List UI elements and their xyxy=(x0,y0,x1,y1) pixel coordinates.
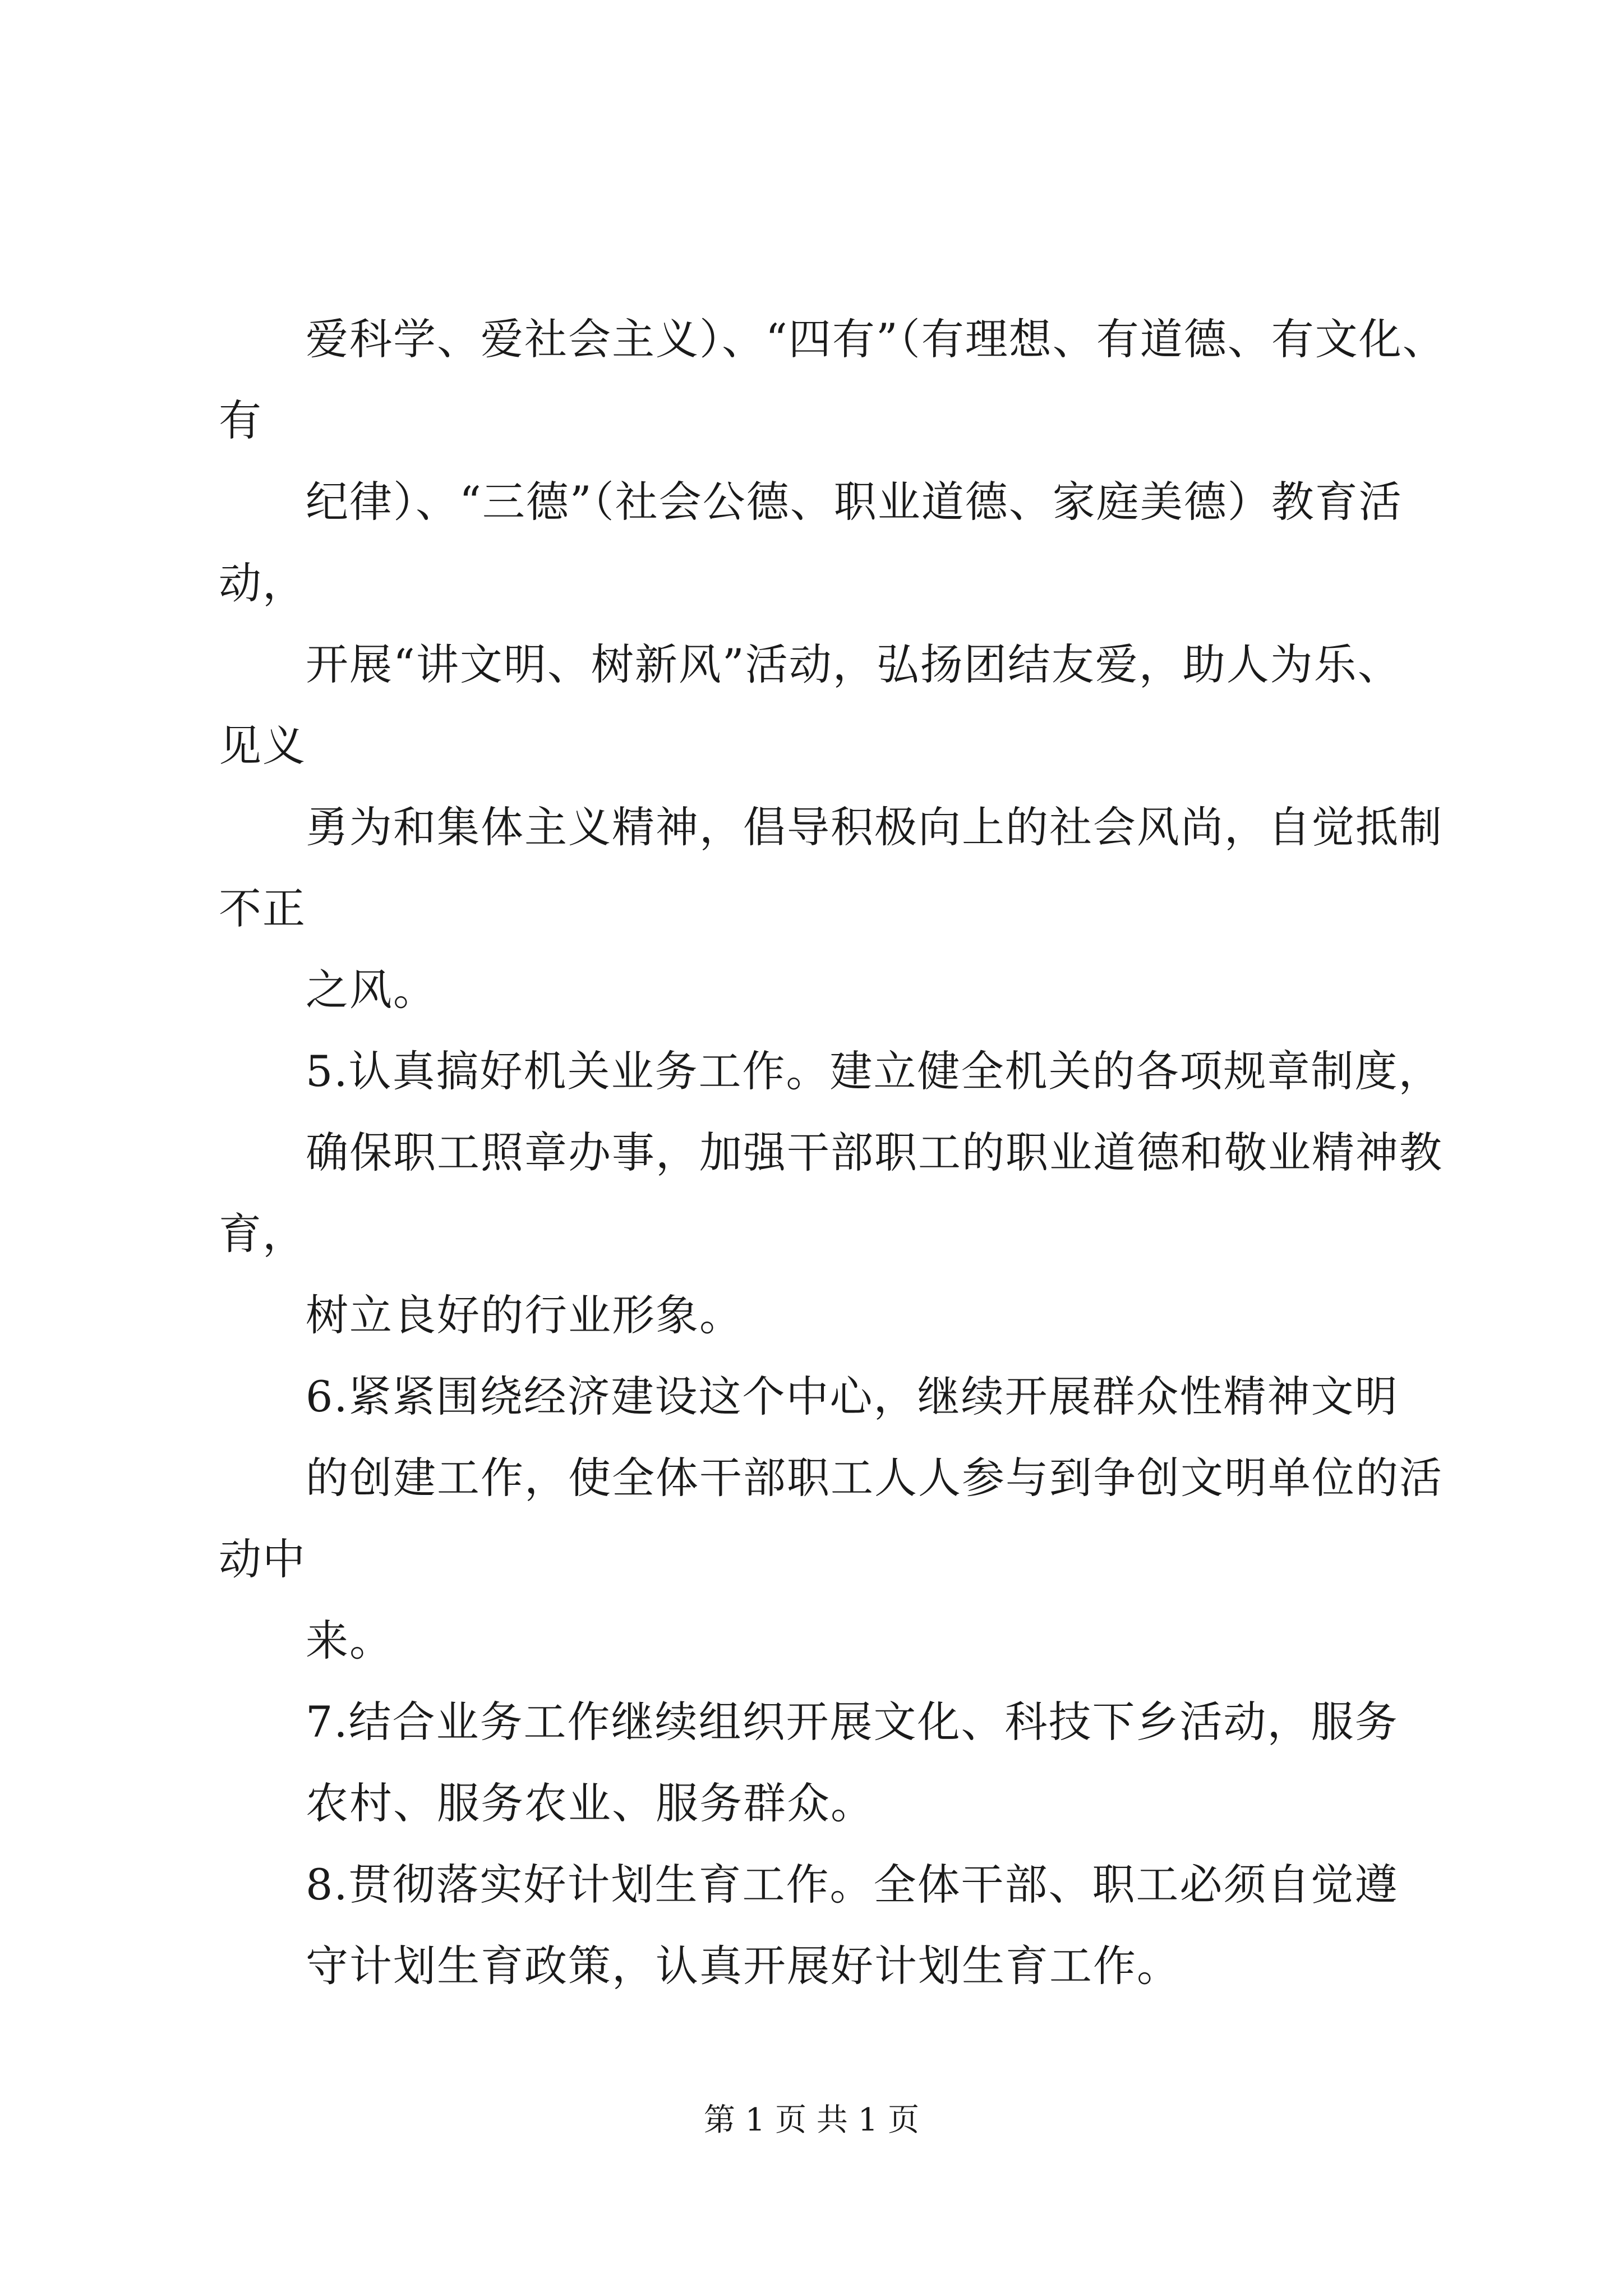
text-line: 来。 xyxy=(306,1616,393,1665)
text-line: 爱科学、爱社会主义）、“四有”（有理想、有道德、有文化、 xyxy=(306,314,1446,364)
page-number-footer: 第 1 页 共 1 页 xyxy=(703,2102,920,2138)
text-line: 树立良好的行业形象。 xyxy=(306,1290,743,1340)
text-line: 农村、服务农业、服务群众。 xyxy=(306,1778,874,1828)
text-line: 7.结合业务工作继续组织开展文化、科技下乡活动，服务 xyxy=(306,1697,1399,1747)
text-line: 勇为和集体主义精神，倡导积极向上的社会风尚，自觉抵制 xyxy=(306,802,1443,852)
text-line: 开展“讲文明、树新风”活动，弘扬团结友爱，助人为乐、 xyxy=(306,639,1401,689)
text-line: 不正 xyxy=(219,884,306,933)
text-line: 动， xyxy=(219,558,306,608)
text-line: 8.贯彻落实好计划生育工作。全体干部、职工必须自觉遵 xyxy=(306,1860,1399,1910)
text-line: 纪律）、“三德”（社会公德、职业道德、家庭美德）教育活 xyxy=(306,477,1403,527)
text-line: 的创建工作，使全体干部职工人人参与到争创文明单位的活 xyxy=(306,1453,1443,1503)
text-line: 5.认真搞好机关业务工作。建立健全机关的各项规章制度， xyxy=(306,1046,1442,1096)
text-line: 有 xyxy=(219,395,262,445)
text-line: 见义 xyxy=(219,721,306,771)
text-line: 6.紧紧围绕经济建设这个中心，继续开展群众性精神文明 xyxy=(306,1372,1399,1421)
text-line: 确保职工照章办事，加强干部职工的职业道德和敬业精神教 xyxy=(306,1128,1443,1177)
text-line: 育， xyxy=(219,1209,306,1259)
text-line: 守计划生育政策，认真开展好计划生育工作。 xyxy=(306,1941,1181,1991)
text-line: 之风。 xyxy=(306,965,437,1015)
text-line: 动中 xyxy=(219,1534,306,1584)
